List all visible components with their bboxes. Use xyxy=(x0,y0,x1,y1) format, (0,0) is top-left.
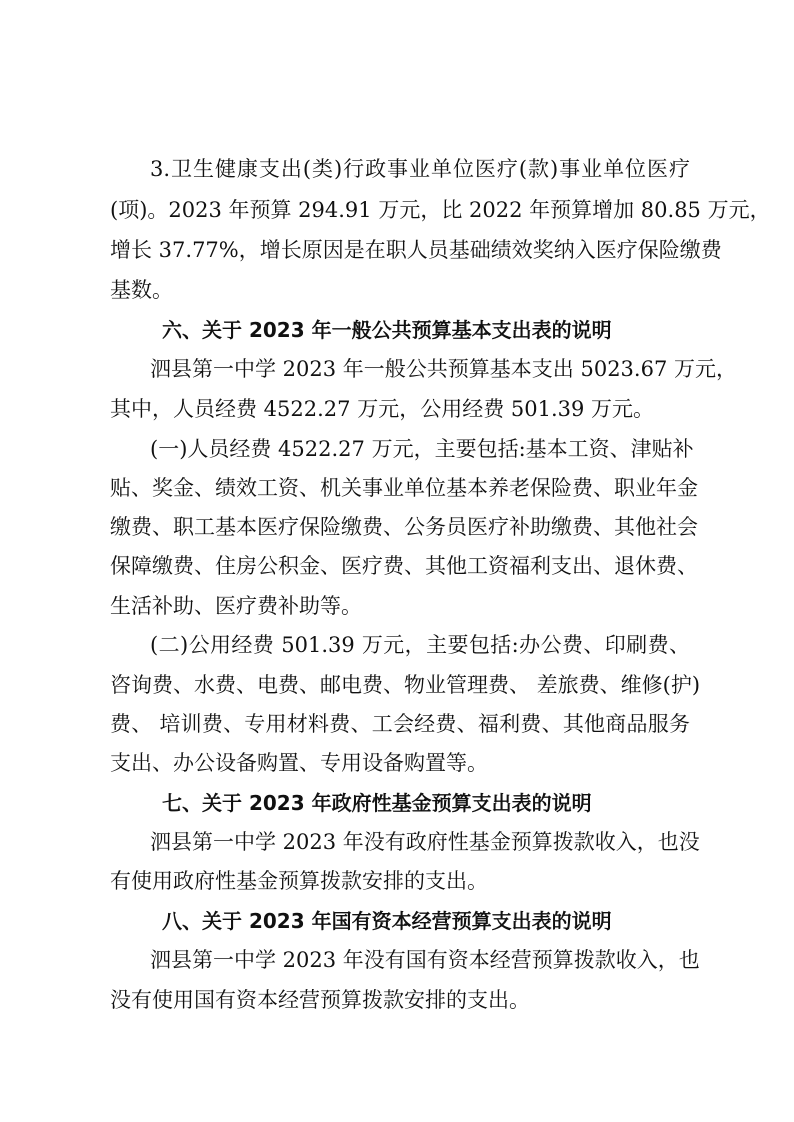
section-7-line-2: 有使用政府性基金预算拨款安排的支出。 xyxy=(110,869,488,893)
section-6-intro-line-1: 泗县第一中学 2023 年一般公共预算基本支出 5023.67 万元， xyxy=(150,357,737,381)
personnel-expense-line-5: 生活补助、医疗费补助等。 xyxy=(110,594,362,618)
personnel-expense-line-4: 保障缴费、住房公积金、医疗费、其他工资福利支出、退休费、 xyxy=(110,554,698,578)
section-6-heading: 六、关于 2023 年一般公共预算基本支出表的说明 xyxy=(162,318,612,342)
paragraph-health-expense-line-1: 3.卫生健康支出(类)行政事业单位医疗(款)事业单位医疗 xyxy=(150,157,690,181)
section-7-line-1: 泗县第一中学 2023 年没有政府性基金预算拨款收入，也没 xyxy=(150,830,700,854)
public-expense-line-3: 费、 培训费、专用材料费、工会经费、福利费、其他商品服务 xyxy=(110,712,690,736)
section-8-line-2: 没有使用国有资本经营预算拨款安排的支出。 xyxy=(110,988,530,1012)
personnel-expense-line-1: (一)人员经费 4522.27 万元，主要包括:基本工资、津贴补 xyxy=(150,437,694,461)
public-expense-line-4: 支出、办公设备购置、专用设备购置等。 xyxy=(110,751,488,775)
public-expense-line-1: (二)公用经费 501.39 万元，主要包括:办公费、印刷费、 xyxy=(150,633,690,657)
paragraph-health-expense-line-4: 基数。 xyxy=(110,278,173,302)
section-8-heading: 八、关于 2023 年国有资本经营预算支出表的说明 xyxy=(162,909,612,933)
paragraph-health-expense-line-2: (项)。2023 年预算 294.91 万元，比 2022 年预算增加 80.85 万元， xyxy=(110,198,771,222)
section-8-line-1: 泗县第一中学 2023 年没有国有资本经营预算拨款收入，也 xyxy=(150,948,700,972)
public-expense-line-2: 咨询费、水费、电费、邮电费、物业管理费、 差旅费、维修(护) xyxy=(110,673,701,697)
section-6-intro-line-2: 其中，人员经费 4522.27 万元，公用经费 501.39 万元。 xyxy=(110,397,655,421)
section-7-heading: 七、关于 2023 年政府性基金预算支出表的说明 xyxy=(162,791,592,815)
paragraph-health-expense-line-3: 增长 37.77%，增长原因是在职人员基础绩效奖纳入医疗保险缴费 xyxy=(110,238,722,262)
personnel-expense-line-2: 贴、奖金、绩效工资、机关事业单位基本养老保险费、职业年金 xyxy=(110,476,698,500)
personnel-expense-line-3: 缴费、职工基本医疗保险缴费、公务员医疗补助缴费、其他社会 xyxy=(110,515,698,539)
